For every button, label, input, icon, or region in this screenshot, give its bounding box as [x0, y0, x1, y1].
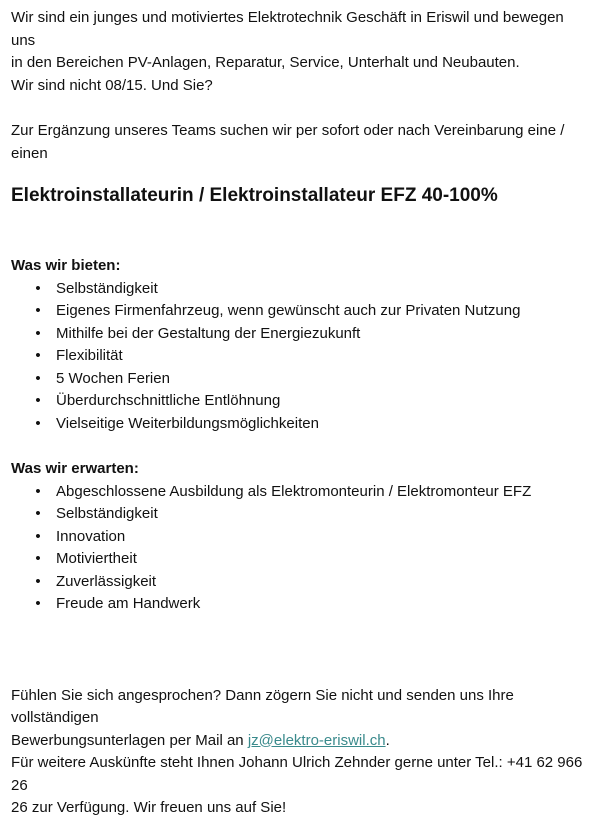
list-item [11, 503, 589, 526]
spacer [11, 97, 589, 120]
bullet-icon: • [35, 392, 41, 409]
bullet-icon: • [35, 527, 41, 545]
contact-suffix: . [385, 731, 390, 749]
list-item [11, 481, 589, 504]
list-item-label: Selbständigkeit [56, 505, 158, 522]
contact-line-3: Für weitere Auskünfte steht Ihnen Johann Ulrich Zehnder gerne unter Tel.: +41 62 966 26 [11, 754, 583, 794]
bullet-icon: • [35, 347, 41, 364]
list-item [11, 368, 589, 391]
email-link[interactable]: jz@elektro-eriswil.ch [247, 731, 386, 749]
contact-line-4: 26 zur Verfügung. Wir freuen uns auf Sie! [11, 799, 287, 816]
bullet-icon: • [35, 302, 41, 319]
spacer [11, 616, 589, 685]
contact-prefix: Bewerbungsunterlagen per Mail an [11, 731, 248, 749]
list-item-label: Flexibilität [56, 347, 123, 364]
contact-line-1: Fühlen Sie sich angesprochen? Dann zögern Sie nicht und senden uns Ihre vollständigen [11, 686, 514, 726]
bullet-icon: • [35, 324, 41, 342]
list-item-label: Motiviertheit [56, 550, 137, 567]
bullet-icon: • [35, 482, 41, 500]
intro-line-3: Wir sind nicht 08/15. Und Sie? [11, 76, 213, 94]
offer-list [11, 278, 589, 436]
list-item-label: Zuverlässigkeit [56, 572, 157, 590]
list-item [11, 413, 589, 436]
contact-line-2 [11, 730, 589, 753]
list-item [11, 548, 589, 571]
expect-list [11, 481, 589, 616]
list-item-label: Eigenes Firmenfahrzeug, wenn gewünscht auch zur Privaten Nutzung [56, 302, 521, 319]
offer-title: Was wir bieten: [11, 257, 121, 274]
bullet-icon: • [35, 595, 41, 612]
search-line: Zur Ergänzung unseres Teams suchen wir per sofort oder nach Vereinbarung eine / einen [11, 122, 565, 162]
list-item-label: Freude am Handwerk [56, 595, 201, 612]
list-item [11, 571, 589, 594]
list-item-label: Abgeschlossene Ausbildung als Elektromonteurin / Elektromonteur EFZ [56, 482, 532, 500]
list-item [11, 278, 589, 301]
bullet-icon: • [35, 572, 41, 590]
expect-title: Was wir erwarten: [11, 460, 139, 477]
list-item [11, 345, 589, 368]
spacer [11, 209, 589, 255]
list-item [11, 526, 589, 549]
job-title: Elektroinstallateurin / Elektroinstallateur EFZ 40-100% [11, 185, 498, 206]
bullet-icon: • [35, 414, 41, 432]
list-item [11, 390, 589, 413]
list-item-label: Vielseitige Weiterbildungsmöglichkeiten [56, 414, 319, 432]
bullet-icon: • [35, 369, 41, 387]
bullet-icon: • [35, 505, 41, 522]
intro-line-2: in den Bereichen PV-Anlagen, Reparatur, Service, Unterhalt und Neubauten. [11, 54, 520, 71]
bullet-icon: • [35, 550, 41, 567]
list-item [11, 300, 589, 323]
list-item-label: Innovation [56, 527, 126, 545]
list-item [11, 593, 589, 616]
list-item-label: Mithilfe bei der Gestaltung der Energiezukunft [56, 324, 361, 342]
bullet-icon: • [35, 279, 41, 297]
list-item-label: Selbständigkeit [56, 279, 158, 297]
spacer [11, 435, 589, 458]
intro-line-1: Wir sind ein junges und motiviertes Elektrotechnik Geschäft in Eriswil und bewegen uns [11, 9, 564, 49]
list-item [11, 323, 589, 346]
list-item-label: Überdurchschnittliche Entlöhnung [56, 392, 281, 409]
list-item-label: 5 Wochen Ferien [56, 369, 170, 387]
